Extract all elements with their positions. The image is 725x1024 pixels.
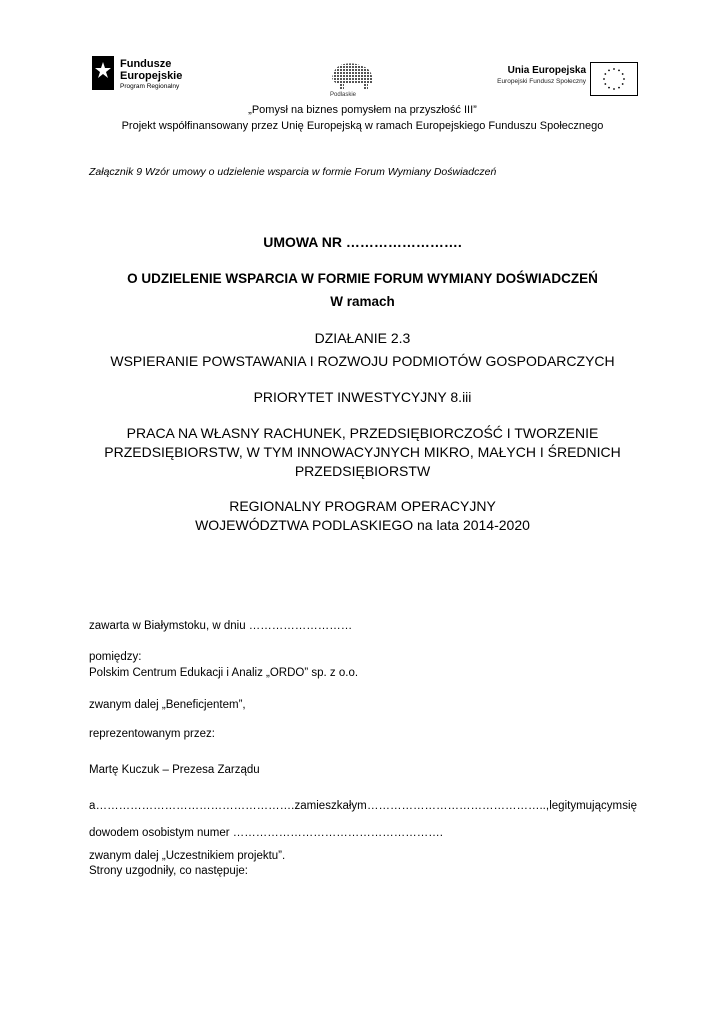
contract-number-title: UMOWA NR ……………………. bbox=[263, 234, 462, 250]
wspieranie-title: WSPIERANIE POWSTAWANIA I ROZWOJU PODMIOTÓW GOSPODARCZYCH bbox=[110, 353, 615, 369]
ue-logo-line1: Unia Europejska bbox=[507, 65, 586, 76]
eu-star-icon bbox=[603, 78, 605, 80]
eu-star-icon bbox=[608, 87, 610, 89]
rpo-title-line2: WOJEWÓDZTWA PODLASKIEGO na lata 2014-2020 bbox=[195, 517, 530, 533]
podlaskie-logo bbox=[328, 60, 378, 102]
eu-star-icon bbox=[613, 68, 615, 70]
id-number-line: dowodem osobistym numer ………………………………………………. bbox=[89, 827, 444, 839]
parties-agreed: Strony uzgodniły, co następuje: bbox=[89, 865, 248, 877]
w-ramach-title: W ramach bbox=[330, 294, 395, 309]
eu-star-icon bbox=[622, 73, 624, 75]
eu-star-icon bbox=[608, 69, 610, 71]
participant-line bbox=[89, 799, 637, 813]
eu-flag-icon bbox=[590, 62, 638, 96]
praca-title-line2: PRZEDSIĘBIORSTW, W TYM INNOWACYJNYCH MIKRO, MAŁYCH I ŚREDNICH bbox=[104, 444, 621, 460]
project-slogan: „Pomysł na biznes pomysłem na przyszłość III” bbox=[248, 104, 477, 116]
eu-star-icon bbox=[613, 88, 615, 90]
unia-europejska-logo bbox=[494, 62, 640, 98]
sie-label: się bbox=[622, 800, 637, 812]
eu-star-icon bbox=[622, 83, 624, 85]
contract-place-date: zawarta w Białymstoku, w dniu ……………………… bbox=[89, 620, 353, 632]
podlaskie-label: Podlaskie bbox=[330, 92, 357, 98]
eu-star-icon bbox=[604, 83, 606, 85]
fe-logo-line2: Europejskie bbox=[120, 70, 183, 82]
praca-title-line3: PRZEDSIĘBIORSTW bbox=[294, 463, 431, 479]
beneficiary-alias: zwanym dalej „Beneficjentem”, bbox=[89, 699, 246, 711]
identified-label: legitymującym bbox=[549, 800, 623, 812]
eu-star-icon bbox=[618, 87, 620, 89]
participant-name-blank: ……………………………………………. bbox=[95, 800, 295, 812]
between-label: pomiędzy: bbox=[89, 651, 142, 663]
beneficiary-name: Polskim Centrum Edukacji i Analiz „ORDO” sp. z o.o. bbox=[89, 667, 359, 679]
ue-logo-line2: Europejski Fundusz Społeczny bbox=[497, 78, 586, 85]
contract-subject-title: O UDZIELENIE WSPARCIA W FORMIE FORUM WYMIANY DOŚWIADCZEŃ bbox=[127, 271, 598, 286]
fundusze-europejskie-logo bbox=[90, 56, 210, 100]
priorytet-title: PRIORYTET INWESTYCYJNY 8.iii bbox=[253, 389, 472, 405]
cofinancing-note: Projekt współfinansowany przez Unię Europejską w ramach Europejskiego Funduszu Społecznego bbox=[121, 120, 604, 132]
represented-by-label: reprezentowanym przez: bbox=[89, 728, 215, 740]
dzialanie-title: DZIAŁANIE 2.3 bbox=[314, 330, 411, 346]
fe-star-icon bbox=[90, 56, 116, 92]
eu-star-icon bbox=[618, 69, 620, 71]
participant-a: a bbox=[89, 800, 96, 812]
residing-label: zamieszkałym bbox=[294, 800, 367, 812]
eu-star-icon bbox=[623, 78, 625, 80]
praca-title-line1: PRACA NA WŁASNY RACHUNEK, PRZEDSIĘBIORCZOŚĆ I TWORZENIE bbox=[126, 425, 599, 441]
bison-icon bbox=[328, 60, 376, 92]
fe-logo-line3: Program Regionalny bbox=[120, 83, 180, 90]
representative-name: Martę Kuczuk – Prezesa Zarządu bbox=[89, 764, 260, 776]
participant-alias: zwanym dalej „Uczestnikiem projektu”. bbox=[89, 850, 286, 862]
fe-logo-line1: Fundusze bbox=[120, 58, 172, 70]
address-blank: ……………………………………….., bbox=[366, 800, 550, 812]
annex-heading: Załącznik 9 Wzór umowy o udzielenie wsparcia w formie Forum Wymiany Doświadczeń bbox=[89, 166, 497, 178]
eu-star-icon bbox=[604, 73, 606, 75]
rpo-title-line1: REGIONALNY PROGRAM OPERACYJNY bbox=[229, 498, 496, 514]
